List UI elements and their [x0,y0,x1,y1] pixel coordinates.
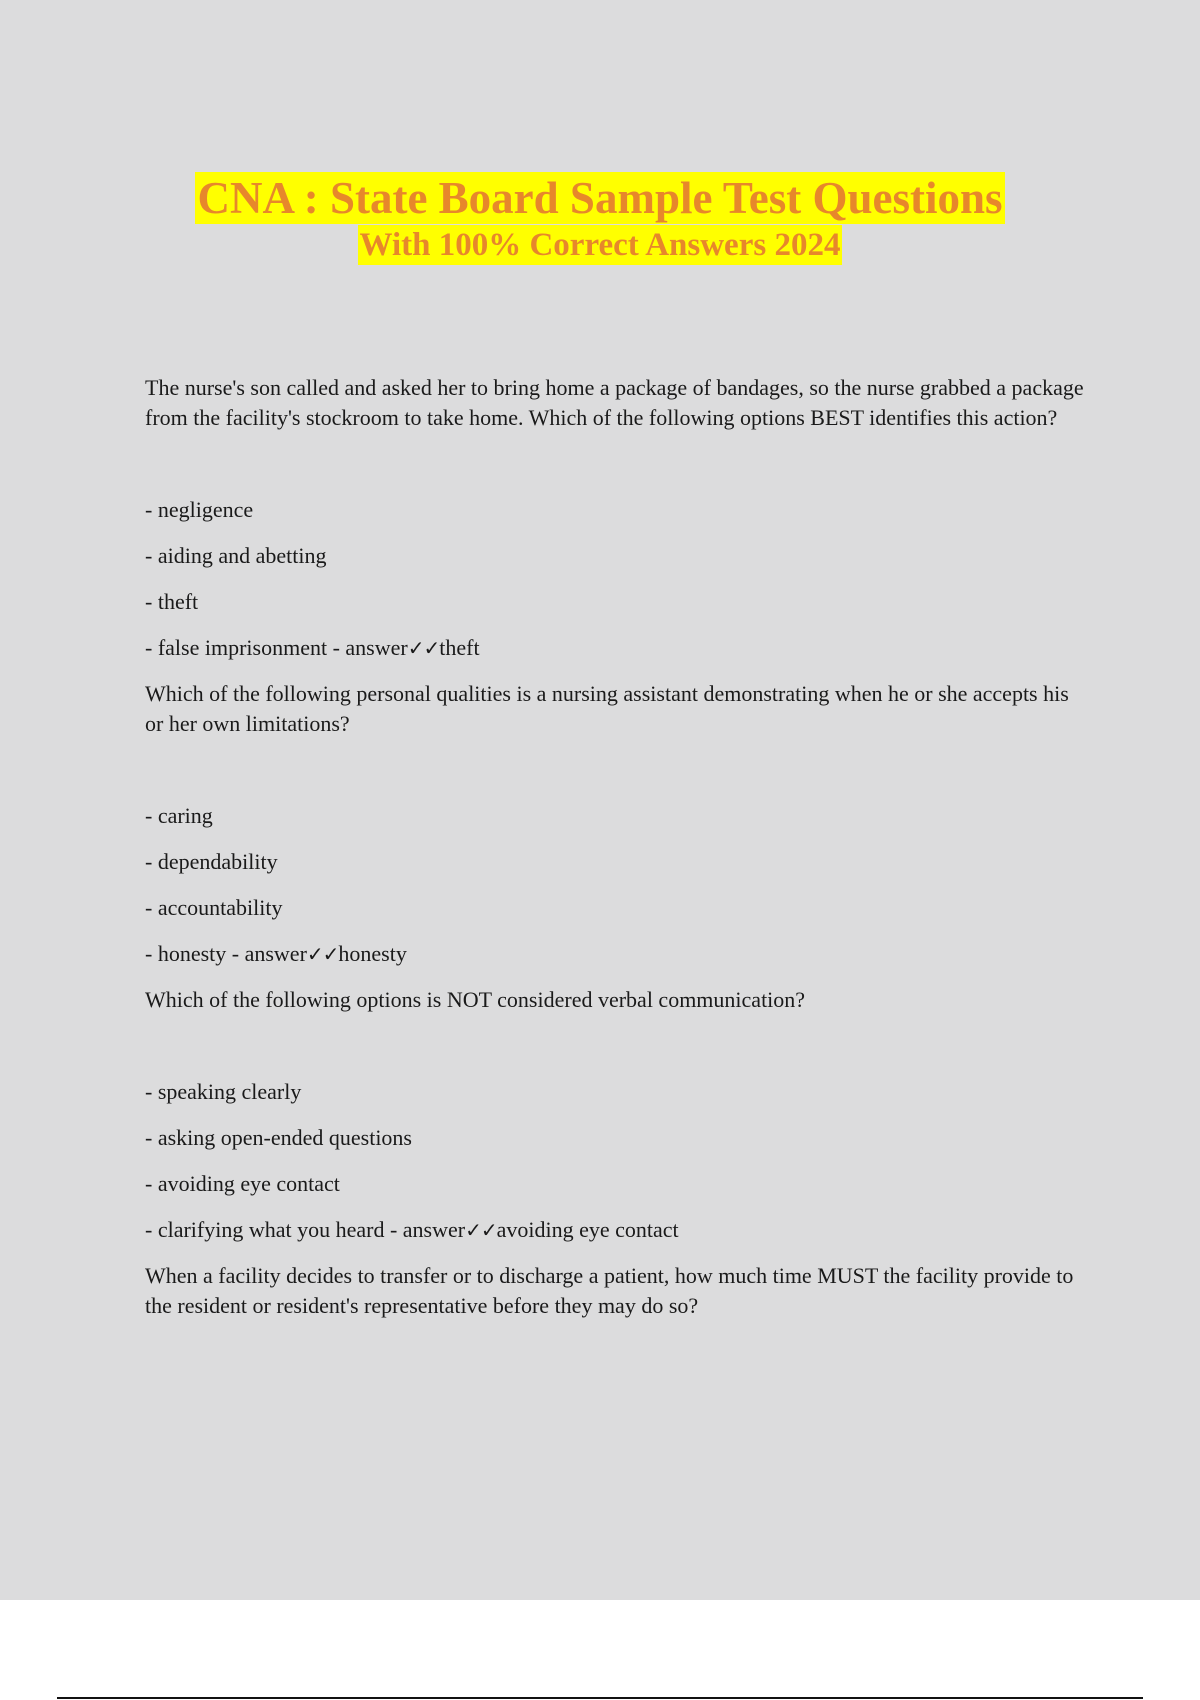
answer-option: - asking open-ended questions [145,1125,412,1150]
answer-option: - dependability [145,849,278,874]
answer-option-text: - false imprisonment [145,635,328,660]
document-title: CNA : State Board Sample Test Questions [197,173,1003,223]
correct-answer: honesty [338,941,407,966]
answer-option: - caring [145,803,213,828]
answer-option: - aiding and abetting [145,543,327,568]
title-block [0,172,1200,265]
answer-option: - negligence [145,497,254,522]
answer-option: - accountability [145,895,283,920]
correct-answer: avoiding eye contact [496,1217,679,1242]
checkmark-icon: ✓✓ [465,1218,497,1242]
checkmark-icon: ✓✓ [306,942,339,966]
question-text: Which of the following personal qualities is a nursing assistant demonstrating when he or she accepts his or her own limitations? [145,681,1069,736]
question-text: Which of the following options is NOT considered verbal communication? [145,987,806,1012]
answer-option: - avoiding eye contact [145,1171,340,1196]
answer-option: - speaking clearly [145,1079,302,1104]
correct-answer: theft [439,635,480,660]
document-subtitle: With 100% Correct Answers 2024 [359,227,841,263]
answer-option-text: - honesty [145,941,227,966]
checkmark-icon: ✓✓ [407,636,440,660]
footer-rule [57,1697,1143,1699]
question-text: When a facility decides to transfer or to discharge a patient, how much time MUST the facility provide to the resident or resident's representative before they may do so? [145,1263,1074,1318]
answer-option-text: - clarifying what you heard [145,1217,385,1242]
answer-prefix: - answer [327,635,408,660]
answer-option: - theft [145,589,199,614]
question-text: The nurse's son called and asked her to bring home a package of bandages, so the nurse grabbed a package from the facility's stockroom to take home. Which of the following options BEST identifies this action? [145,375,1084,430]
answer-option-with-key [145,633,1085,663]
answer-option-with-key [145,939,1085,969]
question-list [145,373,1085,1321]
answer-prefix: - answer [226,941,307,966]
answer-prefix: - answer [384,1217,466,1242]
answer-option-with-key [145,1215,1085,1245]
